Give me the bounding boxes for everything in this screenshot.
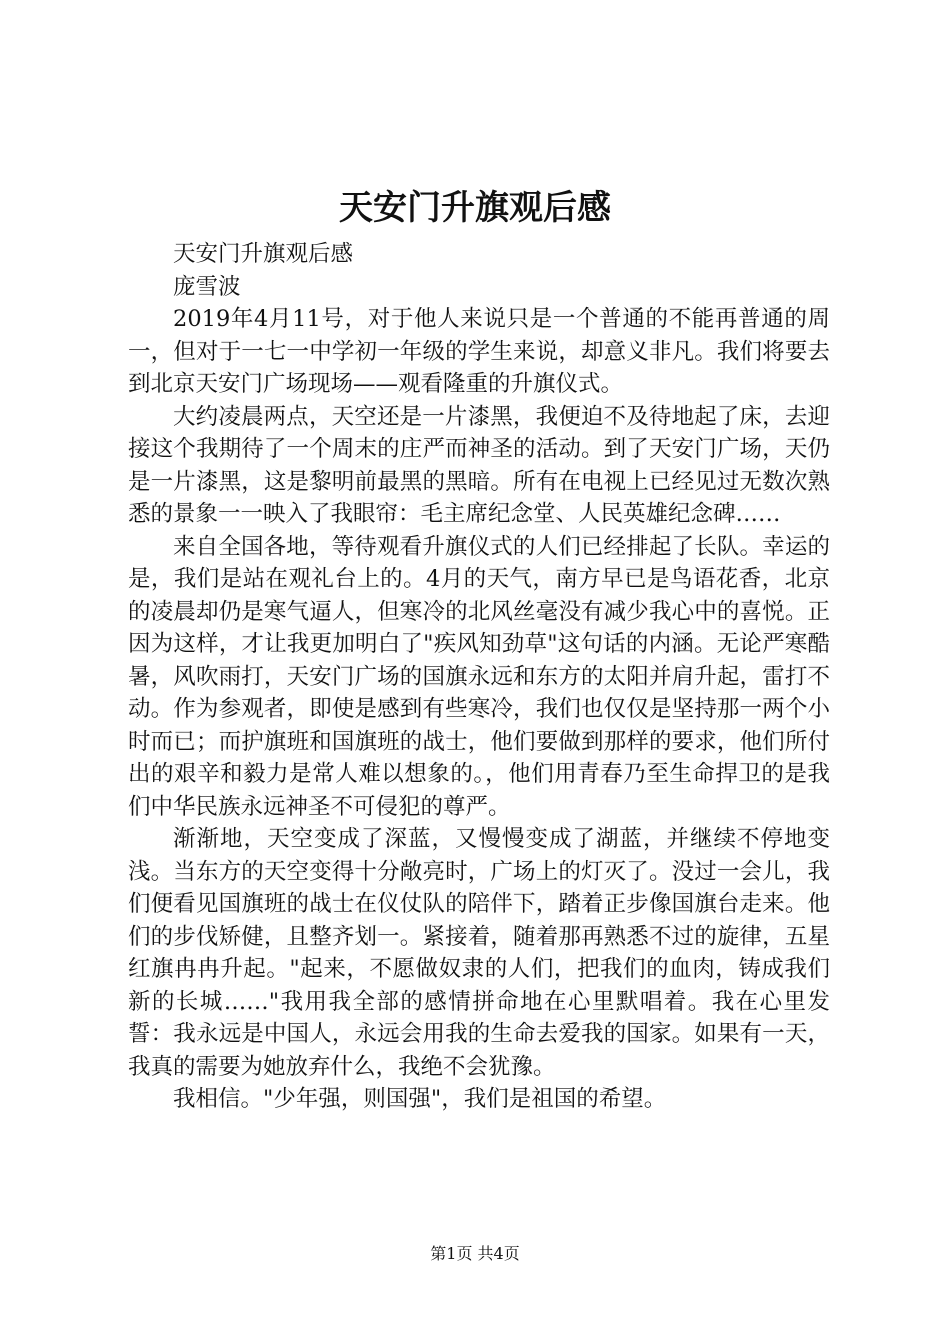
subtitle-line: 天安门升旗观后感 [173,241,354,267]
document-title: 天安门升旗观后感 [339,188,611,228]
paragraph: 来自全国各地，等待观看升旗仪式的人们已经排起了长队。幸运的是，我们是站在观礼台上的。4月的天气，南方早已是鸟语花香，北京的凌晨却仍是寒气逼人，但寒冷的北风丝毫没有减少我心中的喜悦。正因为这样，才让我更加明白了"疾风知劲草"这句话的内涵。无论严寒酷暑，风吹雨打，天安门广场的国旗永远和东方的太阳并肩升起，雷打不动。作为参观者，即使是感到有些寒冷，我们也仅仅是坚持那一两个小时而已；而护旗班和国旗班的战士，他们要做到那样的要求，他们所付出的艰辛和毅力是常人难以想象的。，他们用青春乃至生命捍卫的是我们中华民族永远神圣不可侵犯的尊严。 [128,533,830,820]
paragraph: 渐渐地，天空变成了深蓝，又慢慢变成了湖蓝，并继续不停地变浅。当东方的天空变得十分敞亮时，广场上的灯灭了。没过一会儿，我们便看见国旗班的战士在仪仗队的陪伴下，踏着正步像国旗台走来。他们的步伐矫健，且整齐划一。紧接着，随着那再熟悉不过的旋律，五星红旗冉冉升起。"起来，不愿做奴隶的人们，把我们的血肉，铸成我们新的长城……"我用我全部的感情拼命地在心里默唱着。我在心里发誓：我永远是中国人，永远会用我的生命去爱我的国家。如果有一天，我真的需要为她放弃什么，我绝不会犹豫。 [128,826,830,1080]
document-body [128,238,830,1116]
paragraph: 2019年4月11号，对于他人来说只是一个普通的不能再普通的周一，但对于一七一中学初一年级的学生来说，却意义非凡。我们将要去到北京天安门广场现场——观看隆重的升旗仪式。 [128,306,830,397]
paragraph: 我相信。"少年强，则国强"，我们是祖国的希望。 [173,1086,667,1112]
page-number-footer: 第1页 共4页 [430,1244,520,1263]
author-line: 庞雪波 [173,273,241,300]
paragraph: 大约凌晨两点，天空还是一片漆黑，我便迫不及待地起了床，去迎接这个我期待了一个周末的庄严而神圣的活动。到了天安门广场，天仍是一片漆黑，这是黎明前最黑的黑暗。所有在电视上已经见过无数次熟悉的景象一一映入了我眼帘：毛主席纪念堂、人民英雄纪念碑…… [128,403,830,527]
